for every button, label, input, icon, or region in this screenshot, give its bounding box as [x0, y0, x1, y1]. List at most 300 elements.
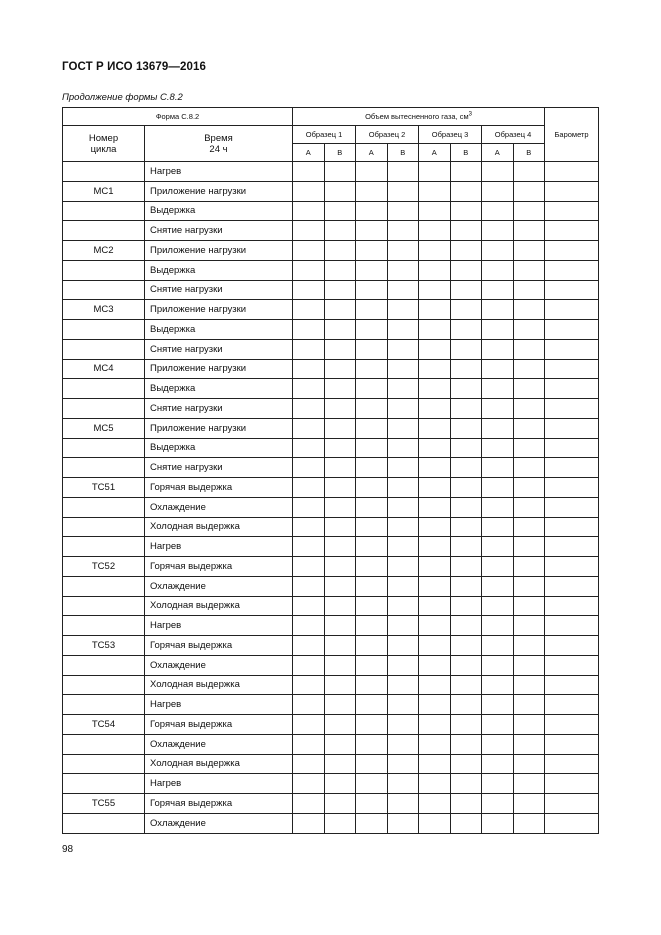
sample-3-a-cell: [419, 794, 451, 814]
table-row: [63, 616, 599, 636]
table-row: [63, 655, 599, 675]
sample-3-b-cell: [450, 399, 482, 419]
table-row: [63, 675, 599, 695]
table-row: [63, 596, 599, 616]
sample-4-a-cell: [482, 695, 514, 715]
barometer-header: Барометр: [545, 108, 599, 162]
sample-2-a-cell: [356, 438, 388, 458]
barometer-cell: [545, 300, 599, 320]
table-row: [63, 754, 599, 774]
sample-2-a-cell: [356, 596, 388, 616]
barometer-cell: [545, 260, 599, 280]
sample-4-b-cell: [513, 537, 545, 557]
sample-1-b-cell: [324, 813, 356, 833]
barometer-cell: [545, 813, 599, 833]
sample-1-a-cell: [293, 695, 325, 715]
sample-1-a-cell: [293, 478, 325, 498]
sample-1-a-cell: [293, 596, 325, 616]
sample-4-a-cell: [482, 221, 514, 241]
table-row: [63, 517, 599, 537]
form-label-header: Форма С.8.2: [63, 108, 293, 126]
cycle-number-cell: [63, 497, 145, 517]
sample-3-a-cell: [419, 201, 451, 221]
sample-1-a-cell: [293, 517, 325, 537]
sample-3-a-header: А: [419, 144, 451, 162]
sample-2-a-cell: [356, 320, 388, 340]
sample-1-b-cell: [324, 576, 356, 596]
sample-3-a-cell: [419, 557, 451, 577]
sample-2-b-cell: [387, 675, 419, 695]
sample-1-a-cell: [293, 241, 325, 261]
sample-1-a-cell: [293, 794, 325, 814]
sample-3-a-cell: [419, 616, 451, 636]
table-row: [63, 300, 599, 320]
sample-4-a-cell: [482, 201, 514, 221]
sample-1-b-cell: [324, 695, 356, 715]
sample-2-a-cell: [356, 813, 388, 833]
table-row: [63, 162, 599, 182]
sample-2-a-cell: [356, 517, 388, 537]
cycle-number-cell: МС4: [63, 359, 145, 379]
sample-4-b-cell: [513, 458, 545, 478]
sample-3-b-cell: [450, 201, 482, 221]
sample-1-b-cell: [324, 438, 356, 458]
sample-4-a-cell: [482, 181, 514, 201]
sample-3-b-cell: [450, 517, 482, 537]
sample-2-b-cell: [387, 754, 419, 774]
sample-4-b-cell: [513, 162, 545, 182]
cycle-number-cell: [63, 576, 145, 596]
sample-4-b-cell: [513, 754, 545, 774]
table-row: [63, 280, 599, 300]
sample-4-b-cell: [513, 497, 545, 517]
sample-2-b-cell: [387, 201, 419, 221]
sample-4-a-cell: [482, 655, 514, 675]
cycle-number-cell: [63, 813, 145, 833]
table-row: [63, 497, 599, 517]
cycle-number-cell: [63, 458, 145, 478]
sample-3-a-cell: [419, 181, 451, 201]
table-row: [63, 438, 599, 458]
sample-3-a-cell: [419, 596, 451, 616]
step-cell: Холодная выдержка: [145, 675, 293, 695]
sample-1-a-cell: [293, 280, 325, 300]
sample-2-a-cell: [356, 359, 388, 379]
sample-1-b-cell: [324, 458, 356, 478]
sample-2-a-cell: [356, 715, 388, 735]
sample-2-b-cell: [387, 596, 419, 616]
sample-1-a-cell: [293, 438, 325, 458]
table-row: [63, 379, 599, 399]
sample-4-b-cell: [513, 655, 545, 675]
barometer-cell: [545, 754, 599, 774]
sample-1-a-cell: [293, 576, 325, 596]
sample-3-a-cell: [419, 320, 451, 340]
sample-4-header: Образец 4: [482, 126, 545, 144]
table-row: [63, 458, 599, 478]
cycle-number-cell: [63, 201, 145, 221]
sample-4-b-cell: [513, 478, 545, 498]
sample-1-a-cell: [293, 260, 325, 280]
sample-3-b-cell: [450, 260, 482, 280]
sample-3-a-cell: [419, 359, 451, 379]
sample-1-b-cell: [324, 794, 356, 814]
cycle-number-cell: ТС54: [63, 715, 145, 735]
step-cell: Нагрев: [145, 695, 293, 715]
step-cell: Выдержка: [145, 320, 293, 340]
barometer-cell: [545, 320, 599, 340]
sample-4-b-cell: [513, 794, 545, 814]
sample-4-b-cell: [513, 695, 545, 715]
sample-1-b-cell: [324, 260, 356, 280]
sample-2-b-cell: [387, 438, 419, 458]
sample-3-a-cell: [419, 675, 451, 695]
sample-4-a-cell: [482, 241, 514, 261]
sample-3-b-cell: [450, 320, 482, 340]
time-header-line2: 24 ч: [209, 143, 228, 155]
sample-2-a-cell: [356, 616, 388, 636]
sample-2-a-cell: [356, 774, 388, 794]
sample-1-b-cell: [324, 537, 356, 557]
sample-3-a-cell: [419, 399, 451, 419]
sample-1-b-cell: [324, 399, 356, 419]
sample-1-a-cell: [293, 201, 325, 221]
barometer-cell: [545, 794, 599, 814]
sample-4-a-header: А: [482, 144, 514, 162]
step-cell: Выдержка: [145, 438, 293, 458]
cycle-number-cell: [63, 379, 145, 399]
barometer-cell: [545, 636, 599, 656]
sample-2-b-cell: [387, 339, 419, 359]
sample-1-a-cell: [293, 774, 325, 794]
sample-2-a-cell: [356, 537, 388, 557]
form-continuation-caption: Продолжение формы С.8.2: [62, 92, 183, 103]
sample-4-b-cell: [513, 813, 545, 833]
sample-1-b-cell: [324, 497, 356, 517]
sample-1-b-cell: [324, 715, 356, 735]
cycle-number-cell: [63, 162, 145, 182]
sample-2-b-cell: [387, 537, 419, 557]
sample-2-a-cell: [356, 418, 388, 438]
sample-2-b-cell: [387, 181, 419, 201]
sample-2-a-cell: [356, 221, 388, 241]
sample-3-b-cell: [450, 655, 482, 675]
sample-1-b-cell: [324, 754, 356, 774]
sample-1-b-cell: [324, 557, 356, 577]
barometer-cell: [545, 339, 599, 359]
step-cell: Снятие нагрузки: [145, 280, 293, 300]
sample-3-a-cell: [419, 497, 451, 517]
cycle-number-cell: [63, 675, 145, 695]
sample-2-b-cell: [387, 813, 419, 833]
sample-4-a-cell: [482, 339, 514, 359]
step-cell: Приложение нагрузки: [145, 359, 293, 379]
sample-2-b-cell: [387, 478, 419, 498]
sample-2-b-cell: [387, 557, 419, 577]
sample-2-a-cell: [356, 557, 388, 577]
sample-2-a-cell: [356, 478, 388, 498]
sample-2-a-cell: [356, 399, 388, 419]
barometer-cell: [545, 280, 599, 300]
measurement-form-table: [62, 107, 599, 834]
barometer-cell: [545, 596, 599, 616]
sample-3-b-cell: [450, 734, 482, 754]
sample-2-b-cell: [387, 241, 419, 261]
sample-3-b-cell: [450, 675, 482, 695]
step-cell: Нагрев: [145, 616, 293, 636]
sample-2-a-cell: [356, 636, 388, 656]
barometer-cell: [545, 576, 599, 596]
sample-1-header: Образец 1: [293, 126, 356, 144]
table-row: [63, 576, 599, 596]
step-cell: Приложение нагрузки: [145, 241, 293, 261]
table-row: [63, 339, 599, 359]
sample-3-b-cell: [450, 221, 482, 241]
sample-4-a-cell: [482, 300, 514, 320]
sample-2-a-cell: [356, 260, 388, 280]
cycle-number-cell: [63, 221, 145, 241]
sample-1-b-cell: [324, 734, 356, 754]
sample-2-b-cell: [387, 497, 419, 517]
sample-2-a-cell: [356, 497, 388, 517]
step-cell: Снятие нагрузки: [145, 339, 293, 359]
sample-4-b-cell: [513, 734, 545, 754]
sample-3-a-cell: [419, 478, 451, 498]
barometer-cell: [545, 181, 599, 201]
sample-1-a-cell: [293, 616, 325, 636]
step-cell: Холодная выдержка: [145, 517, 293, 537]
sample-1-b-cell: [324, 379, 356, 399]
step-cell: Снятие нагрузки: [145, 458, 293, 478]
cycle-number-cell: [63, 517, 145, 537]
barometer-cell: [545, 418, 599, 438]
sample-4-a-cell: [482, 438, 514, 458]
sample-4-a-cell: [482, 596, 514, 616]
sample-1-a-cell: [293, 359, 325, 379]
sample-1-b-header: В: [324, 144, 356, 162]
sample-3-a-cell: [419, 241, 451, 261]
sample-2-b-cell: [387, 320, 419, 340]
sample-4-b-cell: [513, 260, 545, 280]
sample-1-b-cell: [324, 655, 356, 675]
sample-4-b-cell: [513, 774, 545, 794]
table-row: [63, 359, 599, 379]
sample-4-a-cell: [482, 576, 514, 596]
sample-2-b-cell: [387, 162, 419, 182]
step-cell: Охлаждение: [145, 734, 293, 754]
step-cell: Горячая выдержка: [145, 715, 293, 735]
cycle-number-cell: [63, 734, 145, 754]
sample-2-a-cell: [356, 181, 388, 201]
table-row: [63, 695, 599, 715]
sample-4-b-cell: [513, 359, 545, 379]
sample-3-b-cell: [450, 438, 482, 458]
sample-2-b-cell: [387, 300, 419, 320]
sample-2-a-header: А: [356, 144, 388, 162]
sample-1-a-cell: [293, 339, 325, 359]
sample-3-a-cell: [419, 813, 451, 833]
sample-2-b-cell: [387, 517, 419, 537]
sample-4-a-cell: [482, 260, 514, 280]
cycle-number-cell: ТС52: [63, 557, 145, 577]
sample-1-a-cell: [293, 734, 325, 754]
sample-3-b-cell: [450, 339, 482, 359]
barometer-cell: [545, 695, 599, 715]
sample-1-b-cell: [324, 616, 356, 636]
sample-3-a-cell: [419, 537, 451, 557]
sample-2-a-cell: [356, 280, 388, 300]
step-cell: Нагрев: [145, 537, 293, 557]
sample-1-a-cell: [293, 655, 325, 675]
sample-1-a-cell: [293, 379, 325, 399]
sample-2-a-cell: [356, 458, 388, 478]
table-row: [63, 734, 599, 754]
sample-4-a-cell: [482, 478, 514, 498]
sample-4-a-cell: [482, 399, 514, 419]
table-row: [63, 478, 599, 498]
sample-2-a-cell: [356, 576, 388, 596]
barometer-cell: [545, 438, 599, 458]
cycle-number-cell: [63, 320, 145, 340]
sample-4-b-cell: [513, 201, 545, 221]
sample-3-a-cell: [419, 734, 451, 754]
table-row: [63, 636, 599, 656]
sample-1-a-cell: [293, 300, 325, 320]
time-header-line1: Время: [204, 132, 233, 144]
sample-4-a-cell: [482, 813, 514, 833]
sample-3-b-cell: [450, 596, 482, 616]
sample-2-a-cell: [356, 162, 388, 182]
sample-2-b-cell: [387, 418, 419, 438]
sample-4-b-cell: [513, 616, 545, 636]
sample-3-b-cell: [450, 715, 482, 735]
sample-3-b-cell: [450, 774, 482, 794]
table-row: [63, 181, 599, 201]
sample-1-a-cell: [293, 399, 325, 419]
sample-3-b-cell: [450, 813, 482, 833]
sample-4-a-cell: [482, 774, 514, 794]
sample-1-a-cell: [293, 557, 325, 577]
sample-1-b-cell: [324, 181, 356, 201]
table-row: [63, 537, 599, 557]
cycle-number-cell: [63, 438, 145, 458]
sample-1-b-cell: [324, 300, 356, 320]
table-row: [63, 221, 599, 241]
sample-2-a-cell: [356, 754, 388, 774]
sample-3-a-cell: [419, 260, 451, 280]
barometer-cell: [545, 655, 599, 675]
sample-2-b-cell: [387, 379, 419, 399]
table-row: [63, 418, 599, 438]
sample-4-a-cell: [482, 517, 514, 537]
sample-3-b-cell: [450, 794, 482, 814]
sample-4-b-cell: [513, 557, 545, 577]
sample-1-a-cell: [293, 221, 325, 241]
table-row: [63, 774, 599, 794]
sample-4-b-cell: [513, 636, 545, 656]
barometer-cell: [545, 675, 599, 695]
sample-3-b-cell: [450, 300, 482, 320]
cycle-number-cell: [63, 754, 145, 774]
sample-2-a-cell: [356, 655, 388, 675]
sample-4-a-cell: [482, 636, 514, 656]
sample-4-b-cell: [513, 379, 545, 399]
sample-3-a-cell: [419, 339, 451, 359]
sample-2-b-cell: [387, 695, 419, 715]
sample-3-b-cell: [450, 754, 482, 774]
sample-3-a-cell: [419, 655, 451, 675]
sample-4-b-cell: [513, 221, 545, 241]
table-row: [63, 715, 599, 735]
barometer-cell: [545, 221, 599, 241]
sample-3-b-cell: [450, 280, 482, 300]
sample-1-a-cell: [293, 497, 325, 517]
sample-1-a-cell: [293, 181, 325, 201]
cycle-number-cell: МС5: [63, 418, 145, 438]
cycle-header-line2: цикла: [90, 143, 117, 155]
sample-1-b-cell: [324, 359, 356, 379]
sample-3-header: Образец 3: [419, 126, 482, 144]
cycle-number-cell: [63, 616, 145, 636]
sample-1-b-cell: [324, 596, 356, 616]
sample-3-a-cell: [419, 458, 451, 478]
sample-4-a-cell: [482, 734, 514, 754]
sample-2-b-header: В: [387, 144, 419, 162]
sample-4-b-cell: [513, 438, 545, 458]
sample-3-b-cell: [450, 537, 482, 557]
page-number: 98: [62, 844, 74, 855]
cycle-number-cell: МС2: [63, 241, 145, 261]
step-cell: Охлаждение: [145, 576, 293, 596]
sample-2-a-cell: [356, 300, 388, 320]
sample-3-a-cell: [419, 162, 451, 182]
cycle-number-cell: [63, 695, 145, 715]
sample-3-b-header: В: [450, 144, 482, 162]
sample-3-b-cell: [450, 616, 482, 636]
sample-4-b-cell: [513, 339, 545, 359]
sample-3-a-cell: [419, 280, 451, 300]
sample-2-header: Образец 2: [356, 126, 419, 144]
step-cell: Горячая выдержка: [145, 636, 293, 656]
sample-3-a-cell: [419, 695, 451, 715]
cycle-number-cell: [63, 655, 145, 675]
sample-1-a-cell: [293, 675, 325, 695]
step-cell: Выдержка: [145, 201, 293, 221]
sample-3-a-cell: [419, 636, 451, 656]
cycle-number-cell: МС3: [63, 300, 145, 320]
sample-4-b-cell: [513, 418, 545, 438]
sample-4-a-cell: [482, 754, 514, 774]
step-cell: Нагрев: [145, 162, 293, 182]
step-cell: Холодная выдержка: [145, 754, 293, 774]
sample-1-b-cell: [324, 241, 356, 261]
sample-1-b-cell: [324, 636, 356, 656]
table-row: [63, 794, 599, 814]
step-cell: Охлаждение: [145, 655, 293, 675]
sample-3-b-cell: [450, 162, 482, 182]
step-cell: Горячая выдержка: [145, 794, 293, 814]
document-title: ГОСТ Р ИСО 13679—2016: [62, 61, 207, 73]
sample-1-a-cell: [293, 813, 325, 833]
barometer-cell: [545, 379, 599, 399]
sample-4-a-cell: [482, 280, 514, 300]
table-row: [63, 201, 599, 221]
sample-3-a-cell: [419, 438, 451, 458]
gas-volume-unit-exponent: 3: [468, 111, 472, 118]
sample-2-a-cell: [356, 379, 388, 399]
sample-4-a-cell: [482, 458, 514, 478]
table-row: [63, 813, 599, 833]
